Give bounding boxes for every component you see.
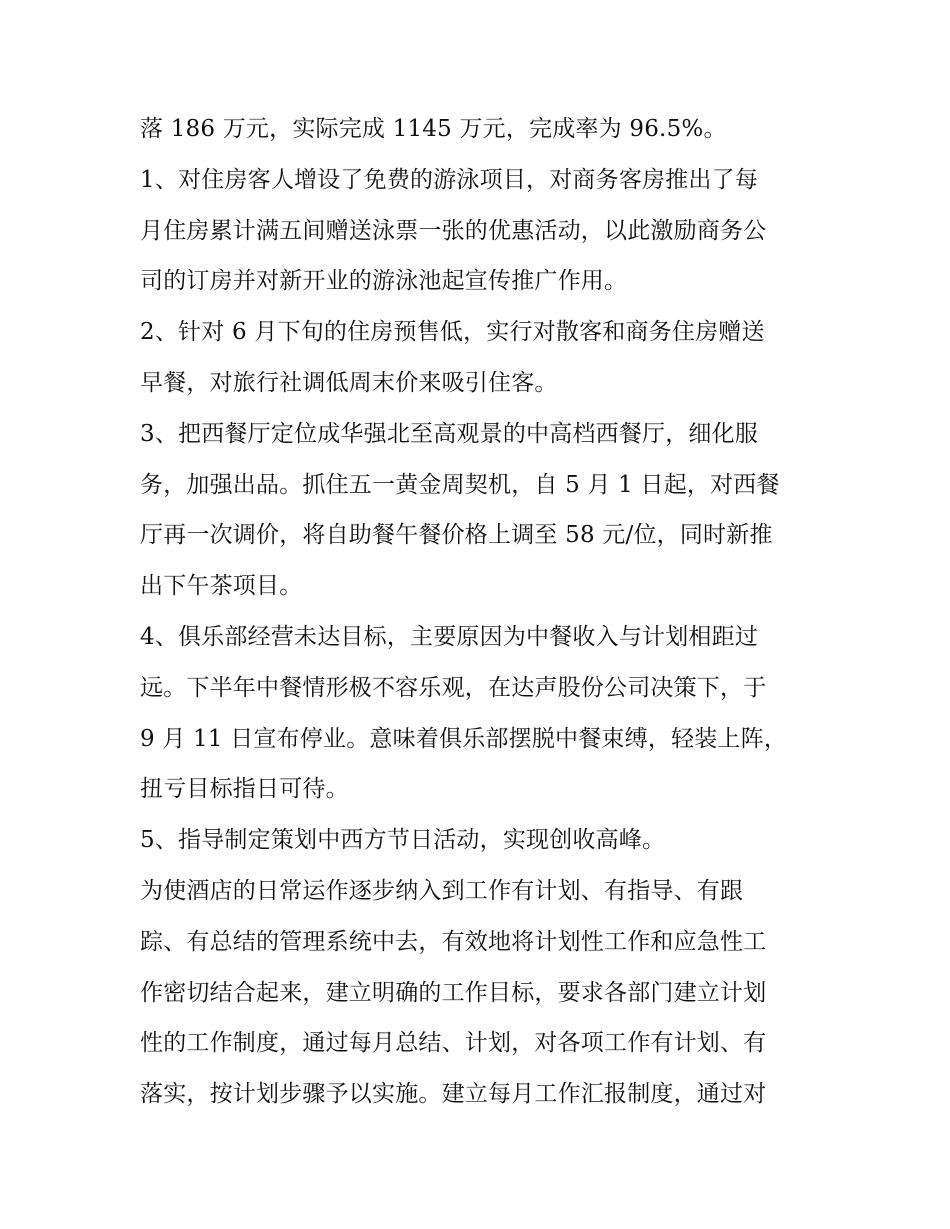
text-line: 厅再一次调价，将自助餐午餐价格上调至 58 元/位，同时新推 (140, 522, 773, 549)
text-line: 务，加强出品。抓住五一黄金周契机，自 5 月 1 日起，对西餐 (140, 471, 780, 498)
document-body (140, 104, 830, 1120)
text-line: 4、俱乐部经营未达目标，主要原因为中餐收入与计划相距过 (140, 623, 759, 650)
text-line: 早餐，对旅行社调低周末价来吸引住客。 (140, 369, 558, 396)
text-line: 为使酒店的日常运作逐步纳入到工作有计划、有指导、有跟 (140, 877, 744, 904)
text-line: 作密切结合起来，建立明确的工作目标，要求各部门建立计划 (140, 979, 767, 1006)
text-line: 1、对住房客人增设了免费的游泳项目，对商务客房推出了每 (140, 166, 759, 193)
text-line: 2、针对 6 月下旬的住房预售低，实行对散客和商务住房赠送 (140, 319, 765, 346)
text-line: 司的订房并对新开业的游泳池起宣传推广作用。 (140, 268, 628, 295)
text-line: 5、指导制定策划中西方节日活动，实现创收高峰。 (140, 827, 666, 854)
text-line: 落 186 万元，实际完成 1145 万元，完成率为 96.5%。 (140, 116, 727, 142)
text-line: 3、把西餐厅定位成华强北至高观景的中高档西餐厅，细化服 (140, 420, 759, 447)
text-line: 月住房累计满五间赠送泳票一张的优惠活动，以此激励商务公 (140, 217, 767, 244)
text-line: 远。下半年中餐情形极不容乐观，在达声股份公司决策下，于 (140, 674, 767, 701)
text-line: 踪、有总结的管理系统中去，有效地将计划性工作和应急性工 (140, 928, 767, 955)
text-line: 出下午茶项目。 (140, 573, 303, 600)
text-line: 扭亏目标指日可待。 (140, 776, 349, 803)
text-line: 性的工作制度，通过每月总结、计划，对各项工作有计划、有 (140, 1030, 767, 1057)
text-line: 9 月 11 日宣布停业。意味着俱乐部摆脱中餐束缚，轻装上阵， (140, 725, 788, 752)
text-line: 落实，按计划步骤予以实施。建立每月工作汇报制度，通过对 (140, 1081, 767, 1108)
